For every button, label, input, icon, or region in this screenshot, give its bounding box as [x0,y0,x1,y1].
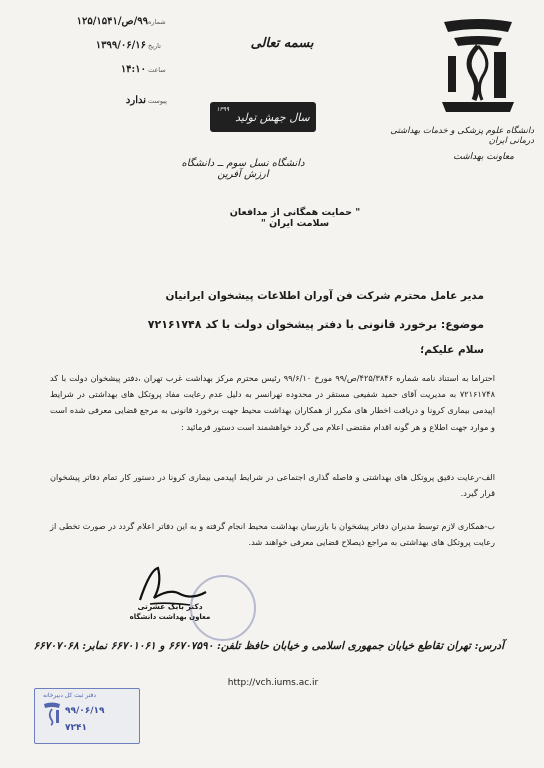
receipt-header: دفتر ثبت کل دبیرخانه [43,692,97,699]
letter-date-label: تاریخ [148,42,161,50]
recipient-line: مدیر عامل محترم شرکت فن آوران اطلاعات پیشخوان ایرانیان [165,290,484,302]
university-emblem-icon [434,16,522,120]
letter-body-paragraph: احتراما به استناد نامه شماره ۴۲۵/۳۸۴۶/ص/۹۹ مورخ ۹۹/۶/۱۰ رئیس محترم مرکز بهداشت غرب تهران ،دفتر پیشخوان دولت با کد ۷۲۱۶۱۷۴۸ به مدیریت آقای حمید شفیعی مستقر در محدوده تهرانسر به دلیل عدم رعایت مفاد پروتکل های بهداشتی در شرایط اپیدمی بیماری کرونا و دریافت اخطار های مکرر از همکاران بهداشت محیط جهت برخورد قانونی به مرجع قضایی معرفی شده است و موارد جهت اطلاع و هر گونه اقدام مقتضی اعلام می گردد خواهشمند است دستور فرمائید : [50,373,495,432]
department-name: معاونت بهداشت [453,152,514,162]
instruction-item-a: الف-رعایت دقیق پروتکل های بهداشتی و فاصله گذاری اجتماعی در شرایط اپیدمی بیماری کرونا در دستور کار تمام دفاتر پیشخوان قرار گیرد. [50,472,495,499]
attachment-label: پیوست [148,97,167,105]
instruction-item-b: ب-همکاری لازم توسط مدیران دفاتر پیشخوان با بازرسان بهداشت محیط انجام گرفته و به این دفاتر اعلام گردد در صورت تخطی از رعایت پروتکل های بهداشتی به مراجع ذیصلاح قضایی معرفی خواهند شد. [50,521,495,548]
signatory-name: دکتر بابک عشرتی [137,602,203,611]
attachment-value: ندارد [125,95,146,106]
letter-time-label: ساعت [148,66,166,74]
receipt-stamp [34,688,140,744]
year-slogan-year: ۱۳۹۹ [216,105,230,113]
university-logo [434,16,522,120]
greeting: سلام علیکم؛ [420,344,484,356]
year-slogan-stamp [210,102,316,132]
year-slogan-text: سال جهش تولید [235,110,310,124]
letter-number: ۹۹/ص/۱۲۵/۱۵۴۱ [76,16,148,27]
signatory-title: معاون بهداشت دانشگاه [129,613,211,621]
university-name: دانشگاه علوم پزشکی و خدمات بهداشتی درمانی ایران [390,126,534,146]
address-line: آدرس: تهران تقاطع خیابان جمهوری اسلامی و خیابان حافظ تلفن: ۶۶۷۰۷۵۹۰ و ۶۶۷۰۱۰۶۱ نمابر: ۶۶۷۰۷۰۶۸ [33,640,504,652]
letter-time: ۱۴:۱۰ [120,64,146,75]
basmala: بسمه تعالی [250,36,314,51]
university-slogan: دانشگاه نسل سوم ــ دانشگاه ارزش آفرین [181,158,305,180]
subject-line: موضوع: برخورد قانونی با دفتر پیشخوان دولت با کد ۷۲۱۶۱۷۴۸ [147,318,484,331]
receipt-emblem-icon [41,701,63,727]
receipt-number: ۷۲۴۱ [65,723,87,733]
letter-date: ۱۳۹۹/۰۶/۱۶ [95,40,146,51]
receipt-date: ۹۹/۰۶/۱۹ [65,706,105,716]
health-defenders-quote: " حمایت همگانی از مدافعان سلامت ایران " [229,207,361,229]
website-url[interactable]: http://vch.iums.ac.ir [227,678,319,688]
letter-number-label: شماره [148,18,166,26]
